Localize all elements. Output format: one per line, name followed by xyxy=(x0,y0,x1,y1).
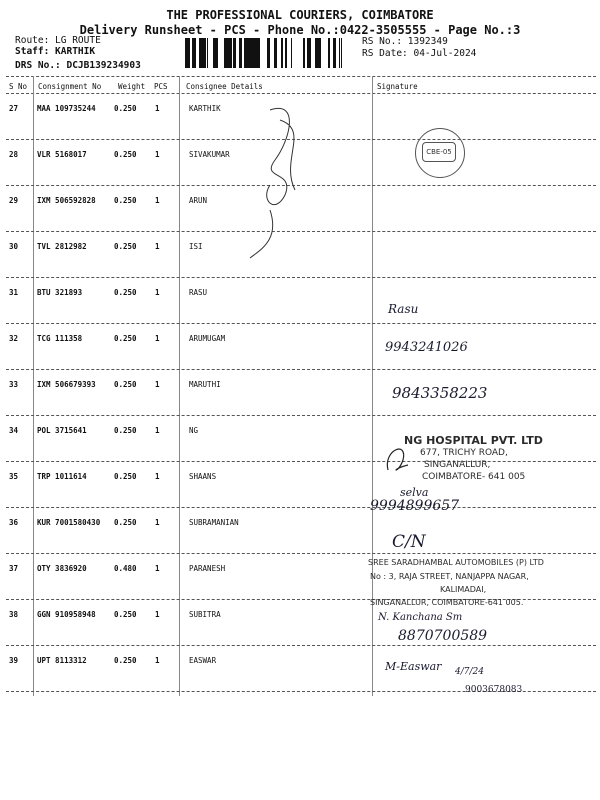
row-weight: 0.480 xyxy=(114,564,137,573)
easwar-phone: 9003678083 xyxy=(465,685,523,695)
arumugam-phone: 9943241026 xyxy=(385,340,468,355)
row-consignee: MARUTHI xyxy=(189,380,221,389)
row-weight: 0.250 xyxy=(114,104,137,113)
hospital-stamp-addr3: COIMBATORE- 641 005 xyxy=(422,472,526,482)
row-pcs: 1 xyxy=(155,426,160,435)
barcode-bar xyxy=(244,38,246,68)
barcode-bar xyxy=(192,38,195,68)
karthik-signature xyxy=(240,100,320,260)
row-weight: 0.250 xyxy=(114,288,137,297)
row-consignee: ARUN xyxy=(189,196,208,205)
barcode-bar xyxy=(204,38,206,68)
row-pcs: 1 xyxy=(155,242,160,251)
row-pcs: 1 xyxy=(155,380,160,389)
barcode-bar xyxy=(252,38,253,68)
row-sno: 39 xyxy=(9,656,19,665)
row-sno: 33 xyxy=(9,380,19,389)
automobiles-stamp-name: SREE SARADHAMBAL AUTOMOBILES (P) LTD xyxy=(368,558,544,567)
barcode-bar xyxy=(256,38,258,68)
barcode-bar xyxy=(229,38,232,68)
barcode-bar xyxy=(233,38,236,68)
row-consignee: SIVAKUMAR xyxy=(189,150,230,159)
route-label: Route: LG ROUTE xyxy=(15,35,101,46)
row-weight: 0.250 xyxy=(114,334,137,343)
easwar-date: 4/7/24 xyxy=(455,667,484,677)
row-consignee: SHAANS xyxy=(189,472,217,481)
row-pcs: 1 xyxy=(155,656,160,665)
barcode-bar xyxy=(286,38,287,68)
rs-number: RS No.: 1392349 xyxy=(362,36,448,47)
selva-phone: 9994899657 xyxy=(370,498,460,514)
barcode-bar xyxy=(199,38,201,68)
barcode-bar xyxy=(253,38,256,68)
barcode-bar xyxy=(187,38,189,68)
col-weight: Weight xyxy=(118,82,146,91)
row-weight: 0.250 xyxy=(114,472,137,481)
row-sno: 28 xyxy=(9,150,19,159)
row-consignee: PARANESH xyxy=(189,564,226,573)
row-consignee: ISI xyxy=(189,242,203,251)
barcode-bar xyxy=(274,38,277,68)
row-sno: 35 xyxy=(9,472,19,481)
row-weight: 0.250 xyxy=(114,518,137,527)
barcode-bar xyxy=(185,38,187,68)
row-consignment: IXM 506592828 xyxy=(37,196,96,205)
selva-signature: selva xyxy=(400,486,429,499)
barcode-bar xyxy=(341,38,342,68)
barcode-bar xyxy=(318,38,321,68)
row-weight: 0.250 xyxy=(114,150,137,159)
table-row xyxy=(0,508,600,554)
barcode-bar xyxy=(226,38,229,68)
barcode-bar xyxy=(339,38,340,68)
row-weight: 0.250 xyxy=(114,656,137,665)
barcode-bar xyxy=(239,38,242,68)
hospital-stamp-addr2: SINGANALLUR, xyxy=(424,460,491,470)
row-consignee: SUBITRA xyxy=(189,610,221,619)
row-consignment: TRP 1011614 xyxy=(37,472,87,481)
barcode-bar xyxy=(281,38,283,68)
row-consignee: NG xyxy=(189,426,199,435)
table-row xyxy=(0,370,600,416)
row-pcs: 1 xyxy=(155,518,160,527)
row-sno: 29 xyxy=(9,196,19,205)
row-consignment: MAA 109735244 xyxy=(37,104,96,113)
row-consignment: OTY 3836920 xyxy=(37,564,87,573)
hospital-stamp-addr1: 677, TRICHY ROAD, xyxy=(420,448,508,458)
row-consignment: TVL 2812982 xyxy=(37,242,87,251)
hospital-stamp-name: NG HOSPITAL PVT. LTD xyxy=(404,434,543,447)
barcode-bar xyxy=(285,38,286,68)
table-row xyxy=(0,278,600,324)
barcode-bar xyxy=(328,38,330,68)
col-consignment: Consignment No xyxy=(38,82,102,91)
automobiles-stamp-addr1: No : 3, RAJA STREET, NANJAPPA NAGAR, xyxy=(370,572,529,581)
barcode-bar xyxy=(291,38,292,68)
row-sno: 30 xyxy=(9,242,19,251)
runsheet-subtitle: Delivery Runsheet - PCS - Phone No.:0422-3505555 - Page No.:3 xyxy=(79,23,521,37)
row-consignee: KARTHIK xyxy=(189,104,221,113)
row-sno: 38 xyxy=(9,610,19,619)
row-consignee: RASU xyxy=(189,288,208,297)
staff-label: Staff: KARTHIK xyxy=(15,46,96,57)
row-sno: 27 xyxy=(9,104,19,113)
row-sno: 37 xyxy=(9,564,19,573)
barcode-bar xyxy=(207,38,208,68)
row-consignment: BTU 321893 xyxy=(37,288,83,297)
barcode-bar xyxy=(315,38,318,68)
row-weight: 0.250 xyxy=(114,380,137,389)
drs-number: DRS No.: DCJB139234903 xyxy=(15,60,141,71)
barcode-bar xyxy=(258,38,260,68)
row-sno: 34 xyxy=(9,426,19,435)
ng-initial-signature xyxy=(383,440,413,480)
row-weight: 0.250 xyxy=(114,426,137,435)
company-title: THE PROFESSIONAL COURIERS, COIMBATORE xyxy=(166,8,434,22)
row-pcs: 1 xyxy=(155,150,160,159)
row-consignment: TCG 111358 xyxy=(37,334,83,343)
row-consignment: IXM 506679393 xyxy=(37,380,96,389)
row-pcs: 1 xyxy=(155,334,160,343)
subramanian-signature: C/N xyxy=(392,532,426,552)
barcode-bar xyxy=(249,38,252,68)
row-consignee: SUBRAMANIAN xyxy=(189,518,239,527)
row-pcs: 1 xyxy=(155,472,160,481)
row-weight: 0.250 xyxy=(114,242,137,251)
barcode-bar xyxy=(201,38,204,68)
barcode-bar xyxy=(307,38,308,68)
row-pcs: 1 xyxy=(155,288,160,297)
subitra-phone: 8870700589 xyxy=(398,628,488,644)
rs-date: RS Date: 04-Jul-2024 xyxy=(362,48,477,59)
header-top-divider xyxy=(6,76,596,77)
barcode-bar xyxy=(213,38,215,68)
barcode-bar xyxy=(308,38,311,68)
row-weight: 0.250 xyxy=(114,610,137,619)
row-consignment: VLR 5168017 xyxy=(37,150,87,159)
rasu-signature: Rasu xyxy=(388,302,419,316)
subitra-signature: N. Kanchana Sm xyxy=(378,612,463,623)
automobiles-stamp-addr3: SINGANALLUR, COIMBATORE-641 005. xyxy=(370,598,524,607)
barcode-bar xyxy=(246,38,249,68)
barcode-bar xyxy=(195,38,196,68)
barcode-bar xyxy=(224,38,226,68)
easwar-signature: M-Easwar xyxy=(385,660,442,673)
barcode-bar xyxy=(189,38,190,68)
row-consignment: GGN 910958948 xyxy=(37,610,96,619)
col-signature: Signature xyxy=(377,82,418,91)
barcode-bar xyxy=(333,38,336,68)
automobiles-stamp-addr2: KALIMADAI, xyxy=(440,585,487,594)
row-pcs: 1 xyxy=(155,564,160,573)
barcode-bar xyxy=(215,38,216,68)
row-consignee: ARUMUGAM xyxy=(189,334,226,343)
row-sno: 31 xyxy=(9,288,19,297)
row-consignment: UPT 8113312 xyxy=(37,656,87,665)
cbe-badge: CBE-05 xyxy=(422,142,456,162)
table-row xyxy=(0,324,600,370)
row-pcs: 1 xyxy=(155,196,160,205)
barcode-bar xyxy=(303,38,305,68)
col-pcs: PCS xyxy=(154,82,168,91)
row-consignee: EASWAR xyxy=(189,656,217,665)
row-consignment: KUR 7001580430 xyxy=(37,518,101,527)
row-sno: 36 xyxy=(9,518,19,527)
row-pcs: 1 xyxy=(155,104,160,113)
cbe-stamp xyxy=(415,128,465,178)
table-row xyxy=(0,462,600,508)
col-consignee: Consignee Details xyxy=(186,82,263,91)
row-weight: 0.250 xyxy=(114,196,137,205)
barcode-bar xyxy=(216,38,218,68)
row-consignment: POL 3715641 xyxy=(37,426,87,435)
barcode-bar xyxy=(267,38,270,68)
row-pcs: 1 xyxy=(155,610,160,619)
row-sno: 32 xyxy=(9,334,19,343)
maruthi-phone: 9843358223 xyxy=(392,384,488,402)
col-sno: S No xyxy=(9,82,28,91)
barcode xyxy=(185,38,353,68)
